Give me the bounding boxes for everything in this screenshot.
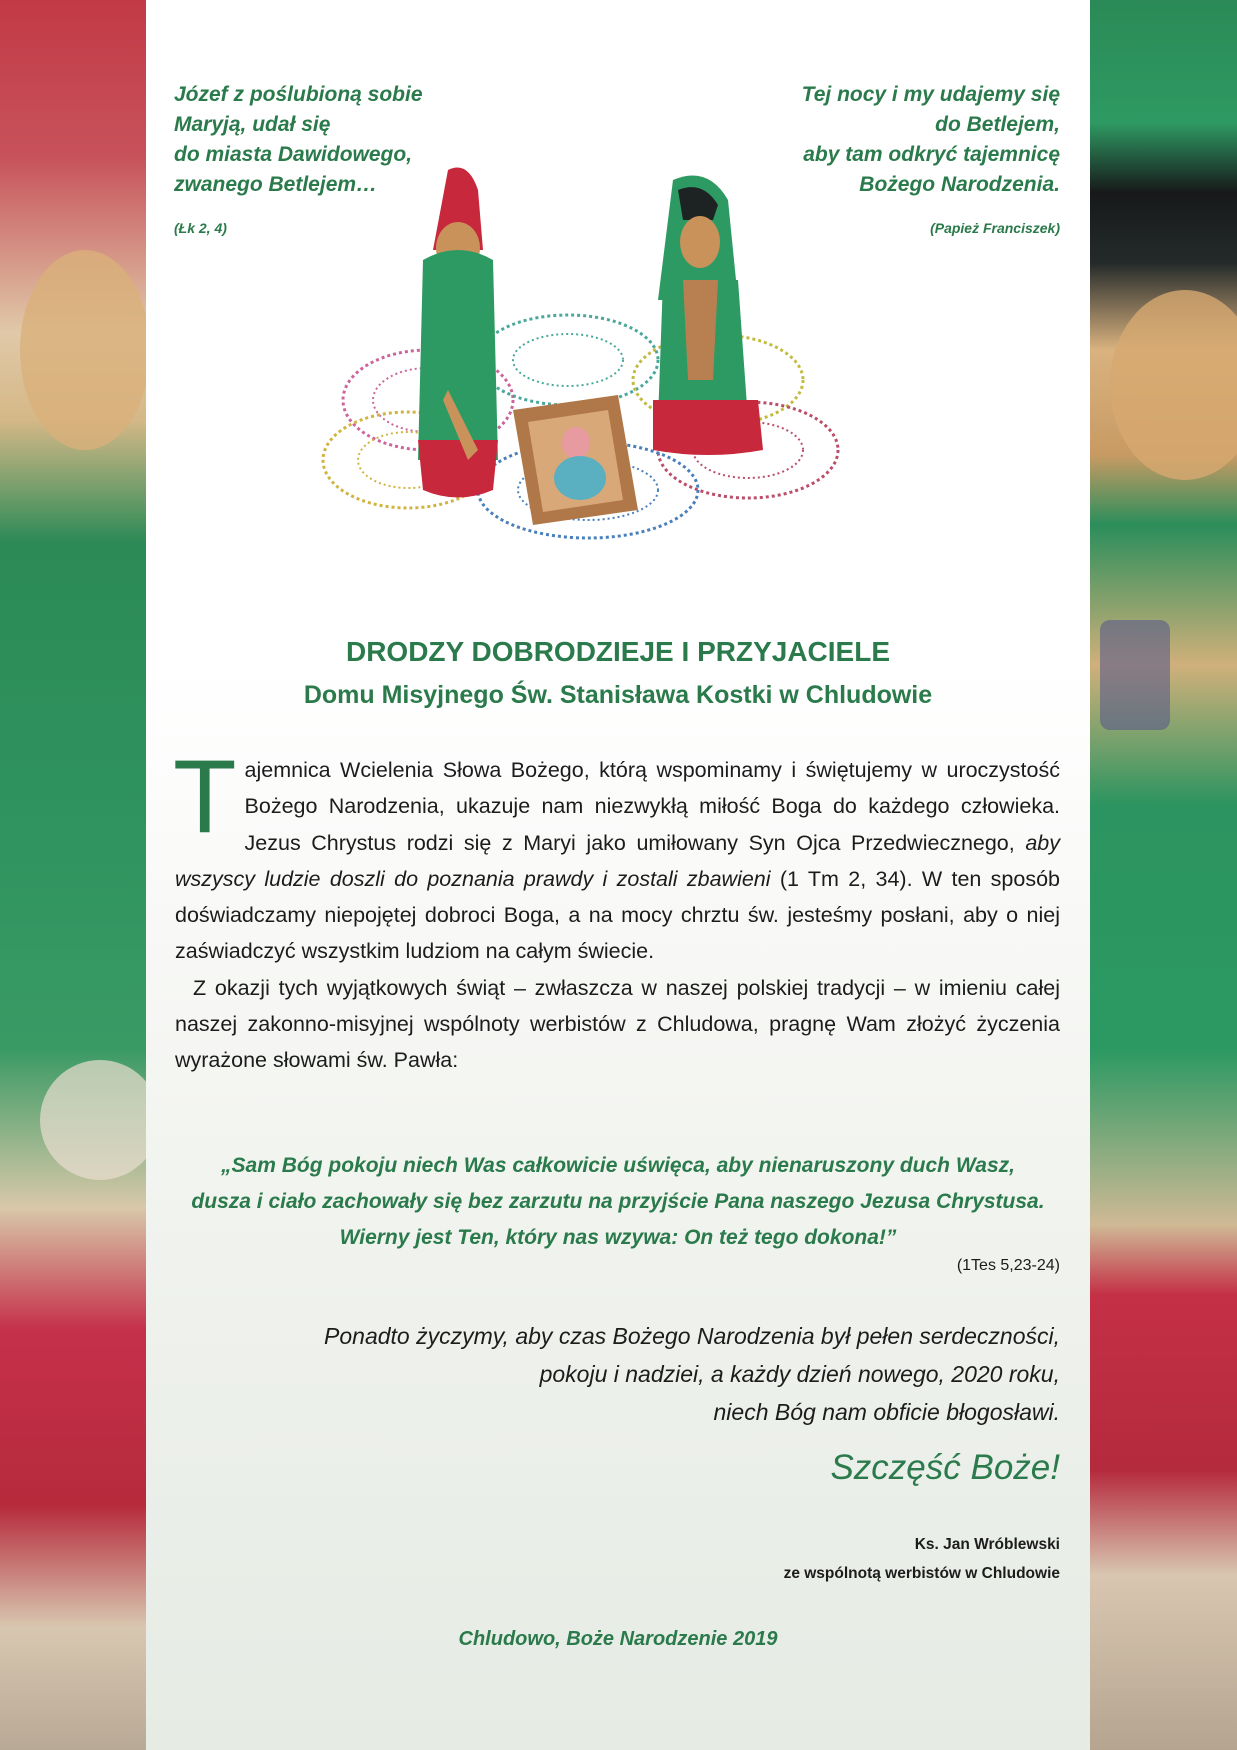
quote-pope-line: Bożego Narodzenia. (859, 173, 1060, 196)
bible-quote-line: dusza i ciało zachowały się bez zarzutu na przyjście Pana naszego Jezusa Chrystusa. (191, 1190, 1045, 1213)
bible-quote-line: „Sam Bóg pokoju niech Was całkowicie uświęca, aby nienaruszony duch Wasz, (221, 1154, 1015, 1177)
manger-with-child (513, 395, 638, 525)
place-date: Chludowo, Boże Narodzenie 2019 (458, 1628, 778, 1650)
letter-body (173, 739, 1060, 1079)
letter-title: DRODZY DOBRODZIEJE I PRZYJACIELE (345, 636, 890, 667)
wishes (200, 1317, 1060, 1431)
quote-pope-line: do Betlejem, (935, 113, 1060, 136)
quote-pope-line: aby tam odkryć tajemnicę (803, 143, 1060, 166)
nativity-scene-illustration (318, 160, 868, 580)
quote-luke-line: Józef z poślubioną sobie (174, 83, 423, 106)
greeting: Szczęść Boże! (830, 1448, 1060, 1487)
signature-name: Ks. Jan Wróblewski (914, 1536, 1060, 1553)
joseph-figure (418, 168, 498, 498)
letter-subtitle: Domu Misyjnego Św. Stanisława Kostki w Chludowie (303, 681, 933, 709)
quote-pope-reference: (Papież Franciszek) (930, 220, 1060, 236)
drop-cap: T (173, 739, 237, 855)
quote-luke-line: zwanego Betlejem… (174, 173, 378, 196)
quote-luke-reference: (Łk 2, 4) (174, 220, 227, 236)
left-background-figure (0, 0, 146, 1750)
wishes-line: niech Bóg nam obficie błogosławi. (713, 1399, 1060, 1425)
signature (560, 1530, 1060, 1588)
wishes-line: pokoju i nadziei, a każdy dzień nowego, 2020 roku, (539, 1361, 1060, 1387)
bible-quote (146, 1148, 1090, 1256)
wishes-line: Ponadto życzymy, aby czas Bożego Narodzenia był pełen serdeczności, (324, 1323, 1060, 1349)
letter-paragraph-1 (173, 739, 1060, 970)
bible-quote-line: Wierny jest Ten, który nas wzywa: On też tego dokona!” (339, 1226, 897, 1249)
bible-quote-reference: (1Tes 5,23-24) (956, 1257, 1060, 1274)
letter-paragraph-2: Z okazji tych wyjątkowych świąt – zwłaszcza w naszej polskiej tradycji – w imieniu całej naszej zakonno-misyjnej wspólnoty werbistów z Chludowa, pragnę Wam złożyć życzenia wyrażone słowami św. Pawła: (175, 975, 1060, 1073)
paragraph-1-start: ajemnica Wcielenia Słowa Bożego, którą wspominamy i świętujemy w uroczystość Bożego Narodzenia, ukazuje nam niezwykłą miłość Boga do każdego człowieka. Jezus Chrystus rodzi się z Maryi jako umiłowany Syn Ojca Przedwiecznego, (244, 758, 1060, 855)
paragraph-1-italic: aby wszyscy ludzie doszli do poznania prawdy i zostali zbawieni (175, 830, 1060, 891)
right-background-figure (1090, 0, 1237, 1750)
signature-community: ze wspólnotą werbistów w Chludowie (783, 1565, 1060, 1582)
quote-luke-line: Maryją, udał się (174, 113, 331, 136)
mary-figure (653, 176, 763, 456)
quote-pope-line: Tej nocy i my udajemy się (801, 83, 1060, 106)
quote-luke-line: do miasta Dawidowego, (174, 143, 413, 166)
paragraph-1-end: (1 Tm 2, 34). W ten sposób doświadczamy niepojętej dobroci Boga, a na mocy chrztu św. jesteśmy posłani, aby o niej zaświadczyć wszystkim ludziom na całym świecie. (175, 866, 1060, 964)
